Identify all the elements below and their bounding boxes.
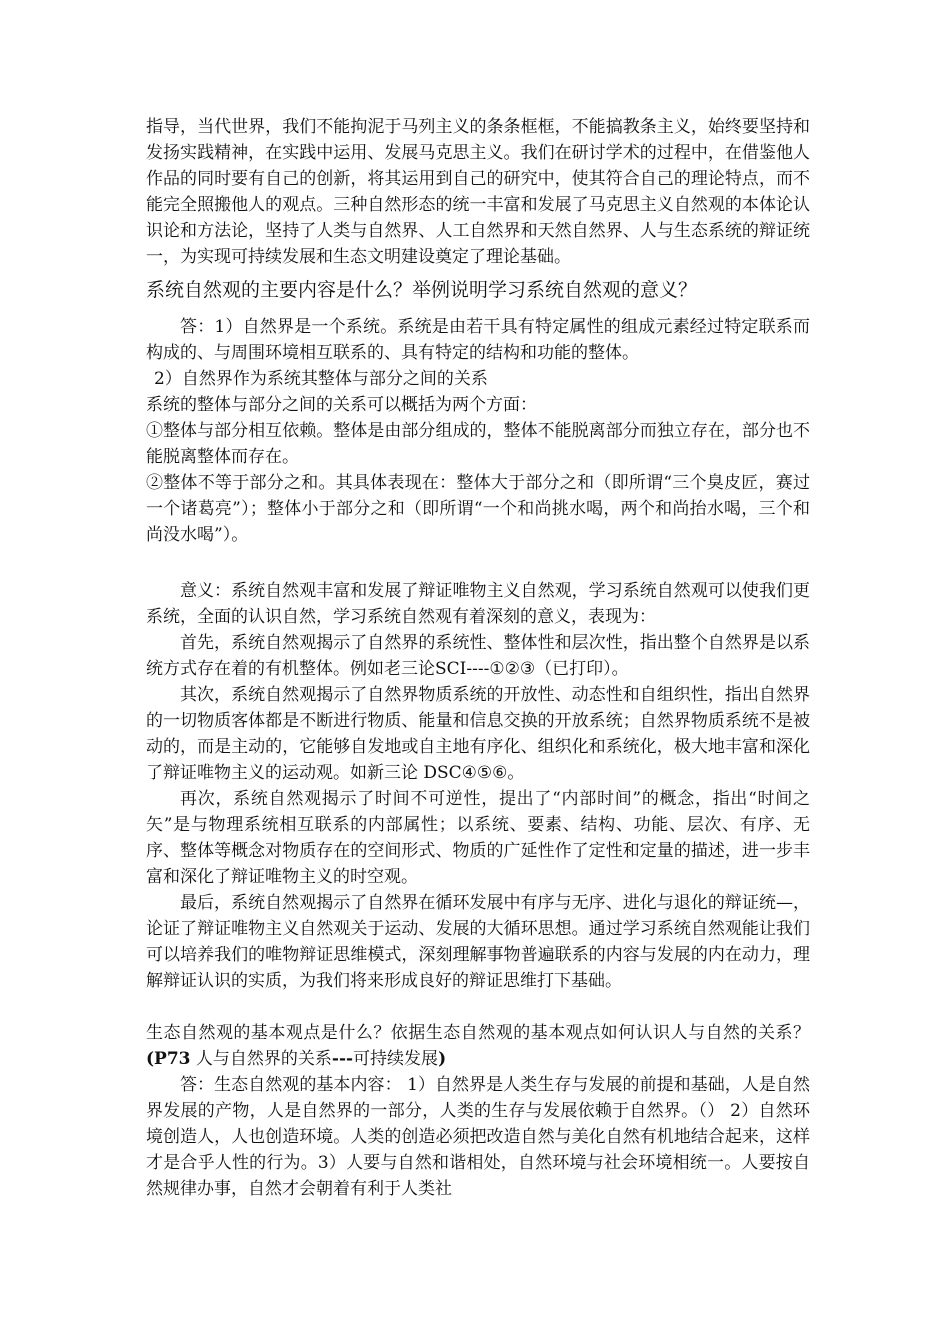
paragraph-intro: 指导，当代世界，我们不能拘泥于马列主义的条条框框，不能搞教条主义，始终要坚持和发扬实践精神，在实践中运用、发展马克思主义。我们在研讨学术的过程中，在借鉴他人作品的同时要有自己的创新，将其运用到自己的研究中，使其符合自己的理论特点，而不能完全照搬他人的观点。三种自然形态的统一丰富和发展了马克思主义自然观的本体论认识论和方法论，坚持了人类与自然界、人工自然界和天然自然界、人与生态系统的辩证统一，为实现可持续发展和生态文明建设奠定了理论基础。 xyxy=(146,117,810,267)
spacer xyxy=(146,548,810,578)
ref-dash: --- xyxy=(331,1049,354,1069)
paragraph-relation-intro: 系统的整体与部分之间的关系可以概括为两个方面： xyxy=(146,395,537,415)
paragraph-point-1: ①整体与部分相互依赖。整体是由部分组成的，整体不能脱离部分而独立存在，部分也不能脱离整体而存在。 xyxy=(146,421,810,467)
spacer xyxy=(146,994,810,1020)
paragraph-answer-2: 2）自然界作为系统其整体与部分之间的关系 xyxy=(154,369,488,389)
paragraph-significance: 意义：系统自然观丰富和发展了辩证唯物主义自然观，学习系统自然观可以使我们更系统，全面的认识自然，学习系统自然观有着深刻的意义，表现为： xyxy=(146,581,810,627)
ref-topic: 人与自然界的关系 xyxy=(190,1049,332,1069)
paragraph-point-2: ②整体不等于部分之和。其具体表现在：整体大于部分之和（即所谓“三个臭皮匠，赛过一个诸葛亮”）；整体小于部分之和（即所谓“一个和尚挑水喝，两个和尚抬水喝，三个和尚没水喝”）。 xyxy=(146,473,810,545)
page-ref: (P73 xyxy=(146,1049,191,1069)
paragraph-answer-1: 答：1）自然界是一个系统。系统是由若干具有特定属性的组成元素经过特定联系而构成的、与周围环境相互联系的、具有特定的结构和功能的整体。 xyxy=(146,317,810,363)
paragraph-finally: 最后，系统自然观揭示了自然界在循环发展中有序与无序、进化与退化的辩证统—，论证了辩证唯物主义自然观关于运动、发展的大循环思想。通过学习系统自然观能让我们可以培养我们的唯物辩证思维模式，深刻理解事物普遍联系的内容与发展的内在动力，理解辩证认识的实质，为我们将来形成良好的辩证思维打下基础。 xyxy=(146,893,810,991)
document-body xyxy=(146,114,810,1202)
paragraph-ecology-question xyxy=(146,1020,810,1072)
ref-tail: 可持续发展 xyxy=(353,1049,439,1069)
paragraph-second: 其次，系统自然观揭示了自然界物质系统的开放性、动态性和自组织性，指出自然界的一切物质客体都是不断进行物质、能量和信息交换的开放系统；自然界物质系统不是被动的，而是主动的，它能够自发地或自主地有序化、组织化和系统化，极大地丰富和深化了辩证唯物主义的运动观。如新三论 DSC④⑤⑥。 xyxy=(146,685,810,783)
question-text: 生态自然观的基本观点是什么？依据生态自然观的基本观点如何认识人与自然的关系？ xyxy=(146,1023,810,1043)
paragraph-first: 首先，系统自然观揭示了自然界的系统性、整体性和层次性，指出整个自然界是以系统方式存在着的有机整体。例如老三论SCI----①②③（已打印）。 xyxy=(146,633,810,679)
section-heading-system-nature: 系统自然观的主要内容是什么？举例说明学习系统自然观的意义？ xyxy=(146,279,698,301)
ref-close: ) xyxy=(438,1049,447,1069)
paragraph-third: 再次，系统自然观揭示了时间不可逆性，提出了“内部时间”的概念，指出“时间之矢”是与物理系统相互联系的内部属性；以系统、要素、结构、功能、层次、有序、无序、整体等概念对物质存在的空间形式、物质的广延性作了定性和定量的描述，进一步丰富和深化了辩证唯物主义的时空观。 xyxy=(146,789,810,887)
paragraph-ecology-answer: 答：生态自然观的基本内容： 1）自然界是人类生存与发展的前提和基础，人是自然界发展的产物，人是自然界的一部分，人类的生存与发展依赖于自然界。（） 2）自然环境创造人，人也创造环境。人类的创造必须把改造自然与美化自然有机地结合起来，这样才是合乎人性的行为。3）人要与自然和谐相处，自然环境与社会环境相统一。人要按自然规律办事，自然才会朝着有利于人类社 xyxy=(146,1075,810,1199)
